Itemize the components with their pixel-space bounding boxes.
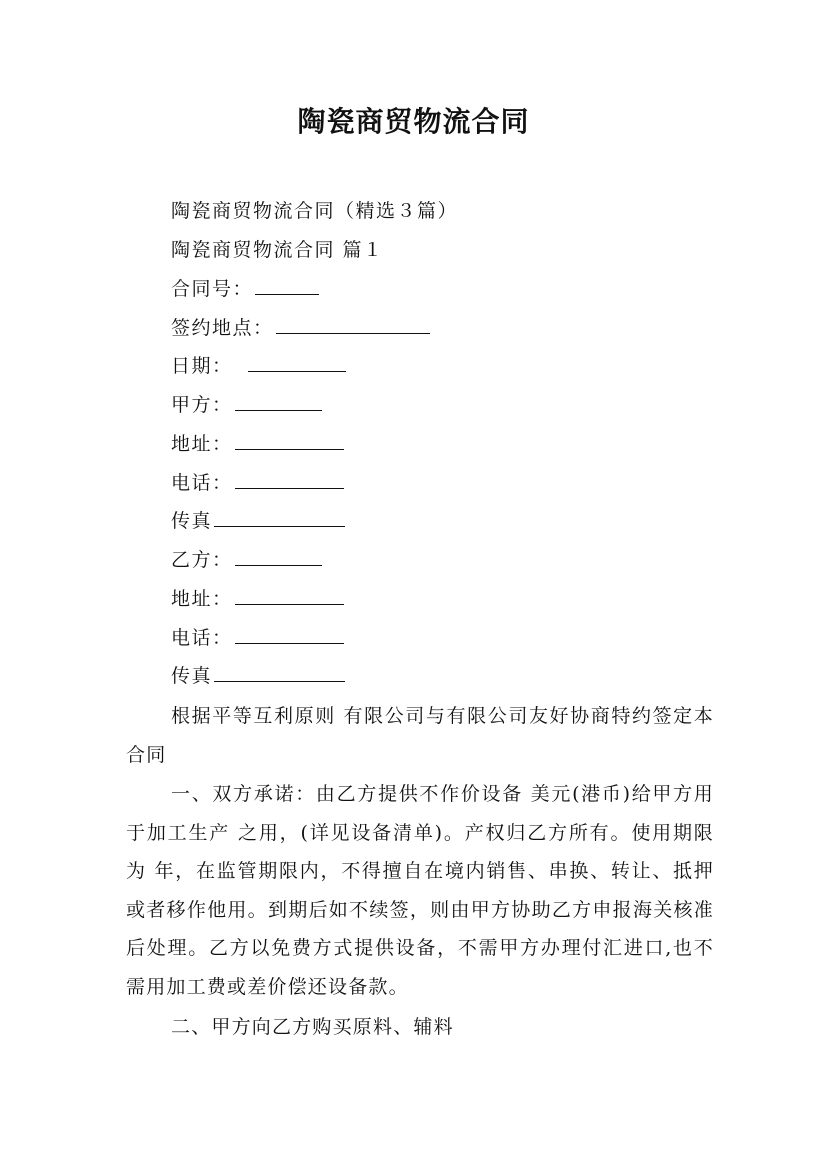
field-party-a-fax [171,508,345,534]
section-heading: 陶瓷商贸物流合同 篇１ [171,239,384,261]
field-date [171,353,346,379]
fill-in-blank [214,508,345,527]
paragraph-clause-1: 一、双方承诺：由乙方提供不作价设备 美元(港币)给甲方用于加工生产 之用，(详见设备清单)。产权归乙方所有。使用期限为 年，在监管期限内，不得擅自在境内销售、串换、转让、抵押或者移作他用。到期后如不续签，则由甲方协助乙方申报海关核准后处理。乙方以免费方式提供设备，不需甲方办理付汇进口,也不需用加工费或差价偿还设备款。 [126,783,714,998]
fill-in-blank [255,276,319,295]
field-signing-location [171,315,430,341]
field-label: 地址： [171,433,233,455]
fill-in-blank [235,470,344,489]
fill-in-blank [276,315,430,334]
field-label: 传真 [171,665,213,687]
field-party-b [171,547,322,573]
field-party-a-address [171,431,344,457]
document-subtitle: 陶瓷商贸物流合同（精选３篇） [171,200,459,222]
field-label: 合同号： [171,278,254,300]
paragraph-preamble: 根据平等互利原则 有限公司与有限公司友好协商特约签定本合同 [126,705,714,766]
fill-in-blank [235,547,322,566]
field-party-a-phone [171,470,344,496]
field-party-a [171,392,322,418]
fill-in-blank [235,625,344,644]
document-title: 陶瓷商贸物流合同 [297,105,530,138]
field-party-b-address [171,586,344,612]
field-party-b-phone [171,625,344,651]
field-label: 电话： [171,627,233,649]
fill-in-blank [235,586,344,605]
fill-in-blank [235,431,344,450]
field-label: 地址： [171,588,233,610]
fill-in-blank [214,663,345,682]
field-label: 甲方： [171,394,233,416]
fill-in-blank [248,353,346,372]
field-label: 传真 [171,510,213,532]
fill-in-blank [235,392,322,411]
field-label: 电话： [171,472,233,494]
field-contract-number [171,276,319,302]
field-label: 日期： [171,355,241,377]
field-label: 乙方： [171,549,233,571]
field-party-b-fax [171,663,345,689]
field-label: 签约地点： [171,317,274,339]
paragraph-clause-2: 二、甲方向乙方购买原料、辅料 [171,1016,454,1038]
